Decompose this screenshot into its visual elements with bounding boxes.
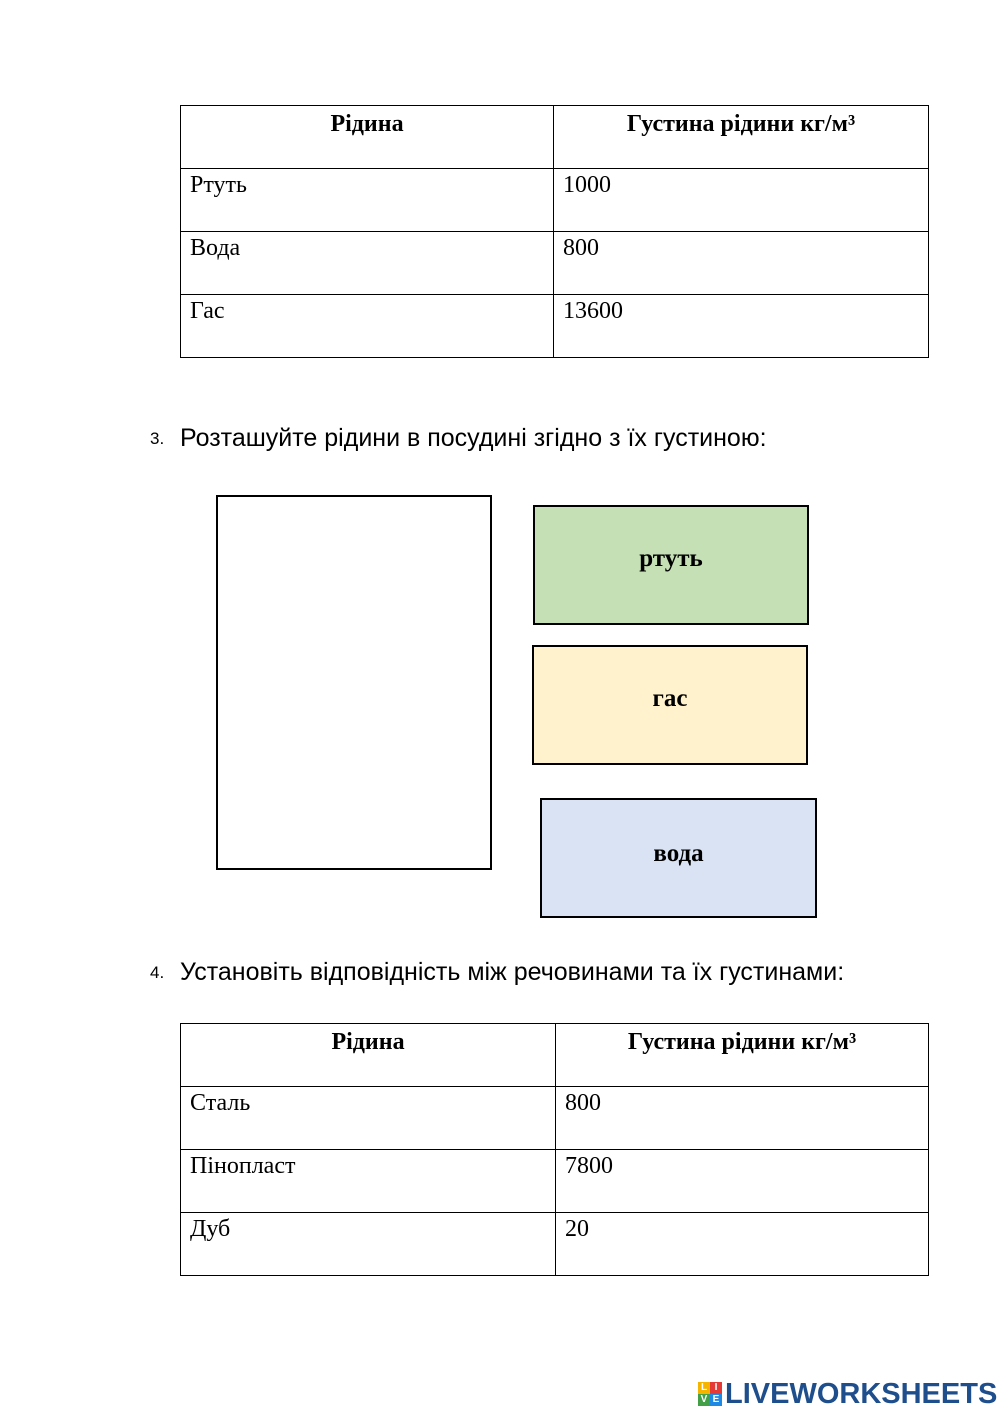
cell-density-input[interactable]: 1000 (554, 169, 929, 232)
question-4 (150, 958, 844, 987)
logo-letter: E (710, 1394, 722, 1406)
cell-substance-name: Пінопласт (181, 1150, 556, 1213)
table-row (181, 1213, 929, 1276)
cell-liquid-name: Вода (181, 232, 554, 295)
table-row (181, 295, 929, 358)
cell-density-match[interactable]: 20 (556, 1213, 929, 1276)
question-3 (150, 424, 767, 453)
question-text: Розташуйте рідини в посудині згідно з їх густиною: (180, 424, 767, 452)
logo-letter: L (698, 1382, 710, 1394)
header-liquid: Рідина (181, 1024, 556, 1087)
cell-liquid-name: Ртуть (181, 169, 554, 232)
cell-liquid-name: Гас (181, 295, 554, 358)
question-number: 4. (150, 963, 165, 982)
liquid-density-table (180, 105, 929, 358)
cell-density-match[interactable]: 7800 (556, 1150, 929, 1213)
liveworksheets-logo (698, 1376, 997, 1412)
draggable-liquid-kerosene[interactable]: гас (532, 645, 808, 765)
table-row (181, 169, 929, 232)
logo-letter: I (710, 1382, 722, 1394)
vessel-drop-zone[interactable] (216, 495, 492, 870)
question-number: 3. (150, 429, 165, 448)
cell-density-match[interactable]: 800 (556, 1087, 929, 1150)
cell-density-input[interactable]: 800 (554, 232, 929, 295)
table-row (181, 1087, 929, 1150)
question-text: Установіть відповідність між речовинами та їх густинами: (180, 958, 845, 986)
table-row (181, 232, 929, 295)
draggable-liquid-water[interactable]: вода (540, 798, 817, 918)
cell-substance-name: Дуб (181, 1213, 556, 1276)
table-header-row (181, 1024, 929, 1087)
table-row (181, 1150, 929, 1213)
logo-letter: V (698, 1394, 710, 1406)
logo-wordmark: LIVEWORKSHEETS (725, 1377, 998, 1410)
header-liquid: Рідина (181, 106, 554, 169)
cell-substance-name: Сталь (181, 1087, 556, 1150)
table-header-row (181, 106, 929, 169)
substance-density-table (180, 1023, 929, 1276)
header-density: Густина рідини кг/м³ (556, 1024, 929, 1087)
cell-density-input[interactable]: 13600 (554, 295, 929, 358)
draggable-liquid-mercury[interactable]: ртуть (533, 505, 809, 625)
logo-mark-icon (698, 1382, 722, 1406)
header-density: Густина рідини кг/м³ (554, 106, 929, 169)
